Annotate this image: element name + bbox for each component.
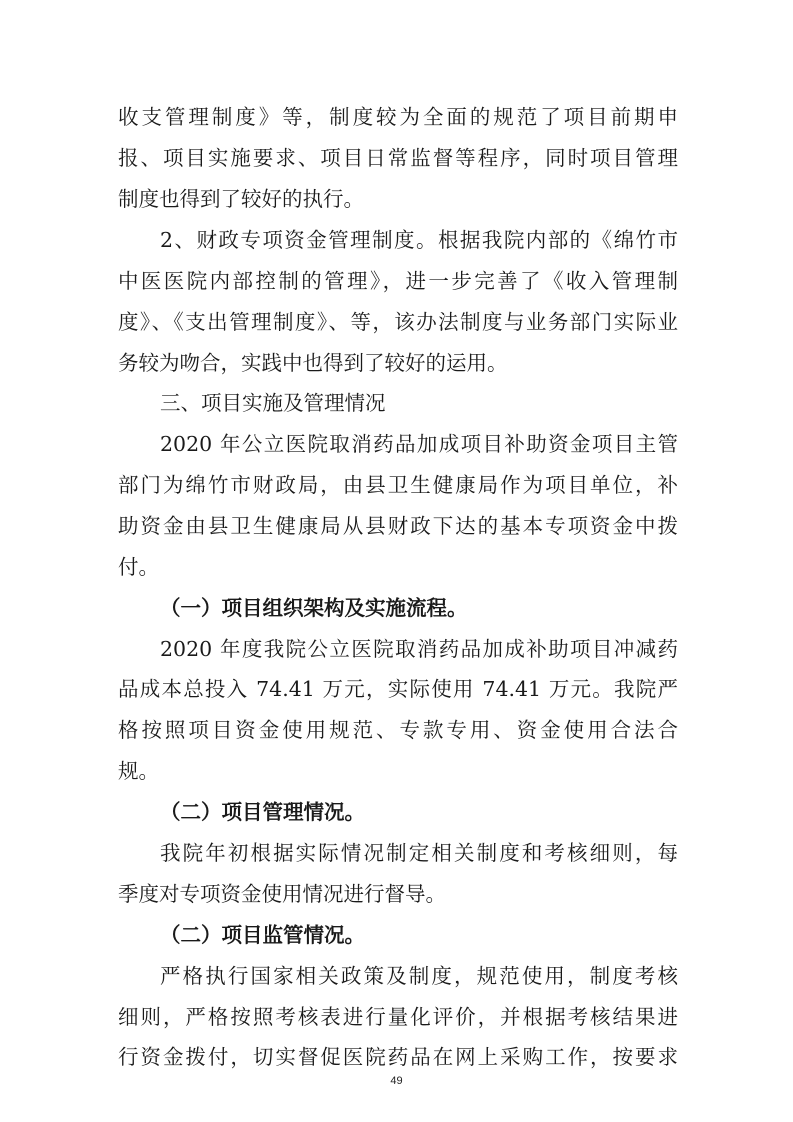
paragraph-line: 务较为吻合，实践中也得到了较好的运用。 <box>118 351 508 375</box>
paragraph-line: 细则，严格按照考核表进行量化评价，并根据考核结果进 <box>118 1005 678 1029</box>
paragraph-line: 格按照项目资金使用规范、专款专用、资金使用合法合 <box>118 718 678 742</box>
paragraph-line: 品成本总投入 74.41 万元，实际使用 74.41 万元。我院严 <box>118 677 678 701</box>
paragraph-line: 行资金拨付，切实督促医院药品在网上采购工作，按要求 <box>118 1045 678 1069</box>
paragraph-line: 中医医院内部控制的管理》，进一步完善了《收入管理制 <box>118 269 678 293</box>
paragraph-line: 2020 年公立医院取消药品加成项目补助资金项目主管 <box>160 432 678 456</box>
page-number: 49 <box>390 1075 403 1087</box>
subsection-heading: （一）项目组织架构及实施流程。 <box>160 596 468 620</box>
paragraph-line: 制度也得到了较好的执行。 <box>118 187 364 211</box>
paragraph-line: 规。 <box>118 759 159 783</box>
paragraph-line: 2、财政专项资金管理制度。根据我院内部的《绵竹市 <box>160 228 678 252</box>
paragraph-line: 部门为绵竹市财政局，由县卫生健康局作为项目单位，补 <box>118 473 678 497</box>
paragraph-line: 助资金由县卫生健康局从县财政下达的基本专项资金中拨 <box>118 514 678 538</box>
paragraph-line: 2020 年度我院公立医院取消药品加成补助项目冲减药 <box>160 637 678 661</box>
paragraph-line: 度》、《支出管理制度》、等，该办法制度与业务部门实际业 <box>118 310 678 334</box>
paragraph-line: 付。 <box>118 555 159 579</box>
paragraph-line: 报、项目实施要求、项目日常监督等程序，同时项目管理 <box>118 146 678 170</box>
subsection-heading: （二）项目管理情况。 <box>160 800 365 824</box>
subsection-heading: （二）项目监管情况。 <box>160 923 365 947</box>
paragraph-line: 严格执行国家相关政策及制度，规范使用，制度考核 <box>160 964 678 988</box>
section-heading: 三、项目实施及管理情况 <box>160 391 386 415</box>
paragraph-line: 收支管理制度》等，制度较为全面的规范了项目前期申 <box>118 105 678 129</box>
paragraph-line: 季度对专项资金使用情况进行督导。 <box>118 882 446 906</box>
paragraph-line: 我院年初根据实际情况制定相关制度和考核细则，每 <box>160 841 678 865</box>
